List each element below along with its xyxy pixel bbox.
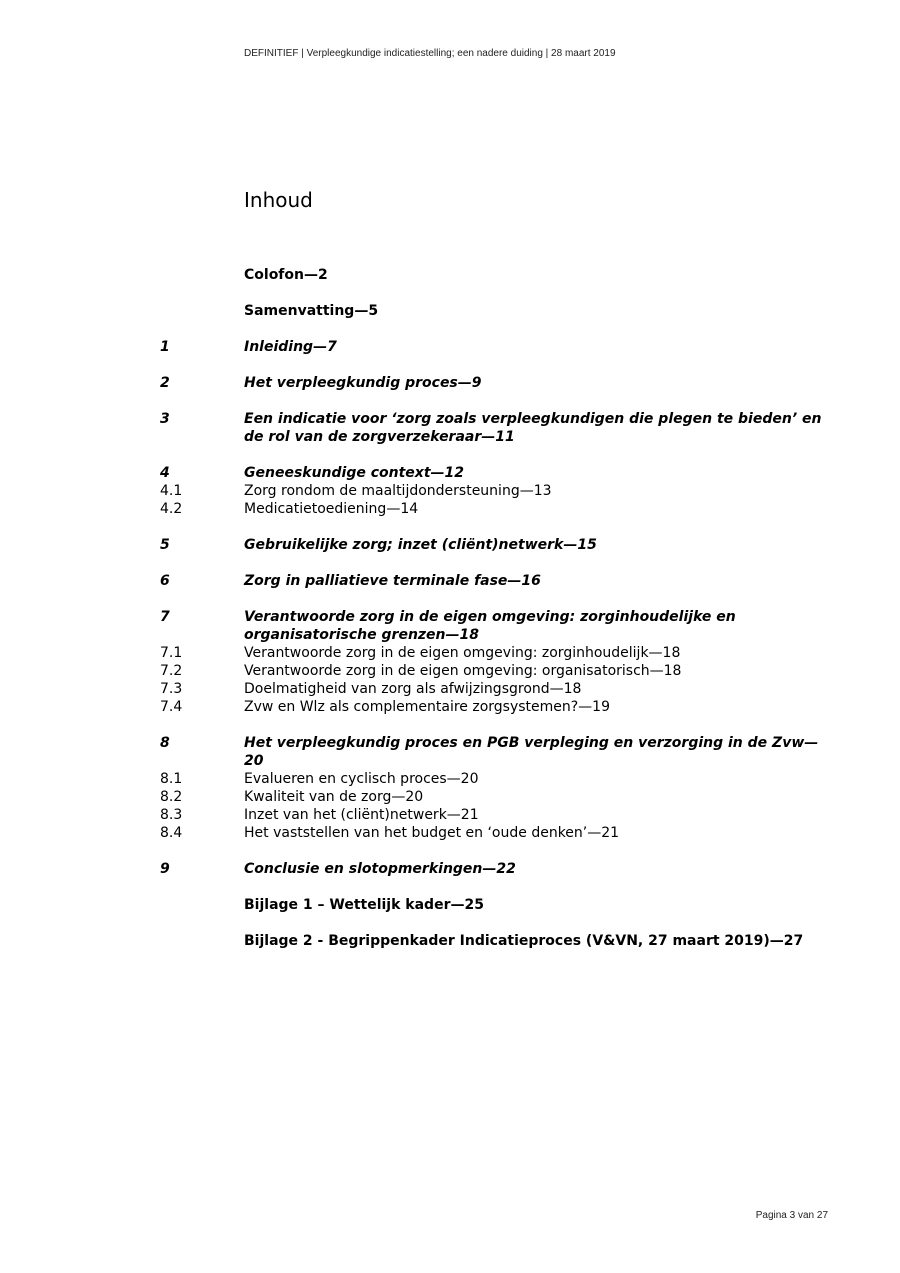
toc-entry[interactable] (0, 572, 900, 590)
toc-entry[interactable] (0, 698, 900, 716)
toc-entry-text: Inleiding—7 (244, 339, 337, 355)
page-header: DEFINITIEF | Verpleegkundige indicatiestelling; een nadere duiding | 28 maart 2019 (244, 48, 616, 59)
toc-entry-text: Doelmatigheid van zorg als afwijzingsgrond—18 (244, 681, 582, 697)
toc-entry-number: 8.2 (160, 789, 183, 805)
toc-entry-text: Het verpleegkundig proces—9 (244, 375, 482, 391)
toc-entry[interactable] (0, 932, 900, 950)
toc-entry-text: Zorg in palliatieve terminale fase—16 (244, 573, 541, 589)
toc-entry[interactable] (0, 500, 900, 518)
toc-entry[interactable] (0, 680, 900, 698)
toc-entry-number: 7 (160, 609, 170, 625)
toc-entry-text: Het vaststellen van het budget en ‘oude denken’—21 (244, 825, 620, 841)
toc-entry-text: Een indicatie voor ‘zorg zoals verpleegkundigen die plegen te bieden’ en de rol van de zorgverzekeraar—11 (244, 411, 822, 445)
toc-entry[interactable] (0, 860, 900, 878)
toc-entry-text: Zorg rondom de maaltijdondersteuning—13 (244, 483, 552, 499)
toc-entry-number: 8 (160, 735, 170, 751)
toc-entry[interactable] (0, 662, 900, 680)
toc-entry[interactable] (0, 482, 900, 500)
toc-entry[interactable] (0, 410, 900, 446)
toc-entry-number: 8.1 (160, 771, 183, 787)
toc-entry-number: 4 (160, 465, 170, 481)
toc-entry-number: 7.2 (160, 663, 183, 679)
toc-entry-text: Bijlage 1 – Wettelijk kader—25 (244, 897, 484, 913)
toc-entry-number: 2 (160, 375, 170, 391)
toc-entry-number: 1 (160, 339, 170, 355)
toc-entry-text: Gebruikelijke zorg; inzet (cliënt)netwerk—15 (244, 537, 597, 553)
page-title: Inhoud (244, 188, 313, 212)
toc-entry-text: Medicatietoediening—14 (244, 501, 419, 517)
toc-entry-text: Geneeskundige context—12 (244, 465, 465, 481)
toc-entry[interactable] (0, 464, 900, 482)
toc-entry-text: Verantwoorde zorg in de eigen omgeving: organisatorisch—18 (244, 663, 682, 679)
toc-entry-text: Verantwoorde zorg in de eigen omgeving: zorginhoudelijk—18 (244, 645, 681, 661)
toc-entry-number: 4.1 (160, 483, 183, 499)
toc-entry[interactable] (0, 770, 900, 788)
toc-entry[interactable] (0, 302, 900, 320)
table-of-contents (0, 266, 900, 950)
toc-entry-number: 5 (160, 537, 170, 553)
toc-entry-number: 7.3 (160, 681, 183, 697)
toc-entry[interactable] (0, 266, 900, 284)
page-number: Pagina 3 van 27 (755, 1210, 828, 1221)
toc-entry-text: Verantwoorde zorg in de eigen omgeving: zorginhoudelijke en organisatorische grenzen—18 (244, 609, 736, 643)
toc-entry-number: 7.4 (160, 699, 183, 715)
toc-entry[interactable] (0, 608, 900, 644)
toc-entry-text: Inzet van het (cliënt)netwerk—21 (244, 807, 479, 823)
toc-entry-text: Het verpleegkundig proces en PGB verpleging en verzorging in de Zvw—20 (244, 735, 819, 769)
toc-entry[interactable] (0, 374, 900, 392)
toc-entry[interactable] (0, 734, 900, 770)
toc-entry-number: 8.4 (160, 825, 183, 841)
toc-entry-text: Samenvatting—5 (244, 303, 379, 319)
toc-entry-number: 4.2 (160, 501, 183, 517)
toc-entry[interactable] (0, 824, 900, 842)
toc-entry[interactable] (0, 338, 900, 356)
toc-entry[interactable] (0, 806, 900, 824)
toc-entry-number: 6 (160, 573, 170, 589)
toc-entry-number: 3 (160, 411, 170, 427)
toc-entry-number: 8.3 (160, 807, 183, 823)
toc-entry-text: Zvw en Wlz als complementaire zorgsystemen?—19 (244, 699, 610, 715)
toc-entry[interactable] (0, 896, 900, 914)
toc-entry-text: Colofon—2 (244, 267, 328, 283)
toc-entry-number: 7.1 (160, 645, 183, 661)
toc-entry-number: 9 (160, 861, 170, 877)
toc-entry[interactable] (0, 644, 900, 662)
toc-entry-text: Kwaliteit van de zorg—20 (244, 789, 424, 805)
toc-entry-text: Bijlage 2 - Begrippenkader Indicatieproces (V&VN, 27 maart 2019)—27 (244, 933, 804, 949)
toc-entry[interactable] (0, 536, 900, 554)
toc-entry[interactable] (0, 788, 900, 806)
toc-entry-text: Evalueren en cyclisch proces—20 (244, 771, 479, 787)
toc-entry-text: Conclusie en slotopmerkingen—22 (244, 861, 516, 877)
